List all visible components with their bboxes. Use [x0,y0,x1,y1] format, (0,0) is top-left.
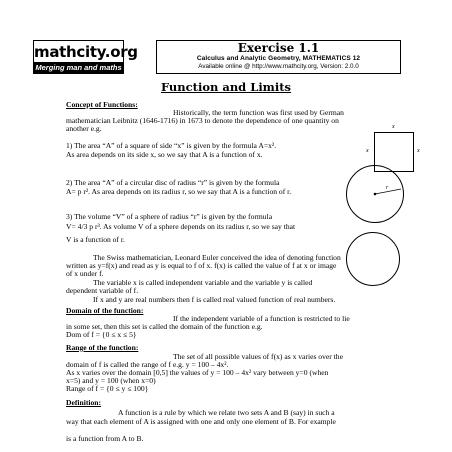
exercise-title: Exercise 1.1 [237,41,320,55]
range-line: x=5) and y = 100 (when x=0) [66,376,156,385]
logo-tagline: Merging man and maths [35,63,122,72]
definition-line: is a function from A to B. [66,434,144,443]
page-title: Function and Limits [160,80,292,94]
concept-line: mathematician Leibnitz (1646-1716) in 1673 to denote the dependence of one quantity on [66,116,339,125]
definition-heading: Definition: [66,398,102,407]
square-label-right: x [417,148,420,154]
euler-line: of x under f. [66,269,104,278]
example-3-line: V= 4/3 p r³. As volume V of a sphere depends on its radius r, so we say that [66,222,296,231]
euler-line: dependent variable of f. [66,286,139,295]
radius-line [346,165,404,223]
definition-line: A function is a rule by which we relate two sets A and B (say) in such a [118,408,335,417]
example-1-line: As area depends on its side x, so we say that A is a function of x. [66,150,263,159]
domain-heading: Domain of the function: [66,306,144,315]
definition-line: way that each element of A is assigned with one and only one element of B. For example [66,417,336,426]
concept-line: another e.g. [66,124,102,133]
range-line: The set of all possible values of f(x) as x varies over the [173,352,343,361]
range-line: Range of f = {0 ≤ y ≤ 100} [66,384,149,393]
concept-heading: Concept of Functions: [66,100,138,109]
euler-line: written as y=f(x) and read as y is equal to f of x. f(x) is called the value of f at x or image [66,261,337,270]
exercise-header [156,40,401,74]
range-line: As x varies over the domain [0,5] the values of y = 100 – 4x² vary between y=0 (when [66,368,329,377]
exercise-availability: Available online @ http://www.mathcity.org, Version: 2.0.0 [198,63,359,70]
concept-line: Historically, the term function was first used by German [173,108,344,117]
range-heading: Range of the function: [66,343,139,352]
range-line: domain of f is called the range of f e.g. y = 100 – 4x². [66,360,229,369]
euler-line: If x and y are real numbers then f is called real valued function of real numbers. [93,295,336,304]
example-1-line: 1) The area “A” of a square of side “x” is given by the formula A=x². [66,141,277,150]
example-3-line: 3) The volume “V” of a sphere of radius “r” is given by the formula [66,212,273,221]
example-2-line: 2) The area “A” of a circular disc of radius “r” is given by the formula [66,178,280,187]
sphere-figure [346,232,400,286]
euler-line: The variable x is called independent variable and the variable y is called [93,278,313,287]
square-label-top: x [392,124,395,130]
domain-line: If the independent variable of a function is restricted to lie [173,314,350,323]
euler-line: The Swiss mathematician, Leonard Euler conceived the idea of denoting function [93,253,341,262]
exercise-subtitle: Calculus and Analytic Geometry, MATHEMATICS 12 [196,55,361,62]
example-3-line: V is a function of r. [66,235,125,244]
domain-line: in some set, then this set is called the domain of the function e.g. [66,322,263,331]
logo [33,40,138,74]
domain-line: Dom of f = {0 ≤ x ≤ 5} [66,330,137,339]
logo-name: mathcity.org [34,43,138,61]
circle-label-r: r [386,185,389,191]
square-label-left: x [366,148,369,154]
example-2-line: A= p r². As area depends on its radius r, so we say that A is a function of r. [66,187,292,196]
